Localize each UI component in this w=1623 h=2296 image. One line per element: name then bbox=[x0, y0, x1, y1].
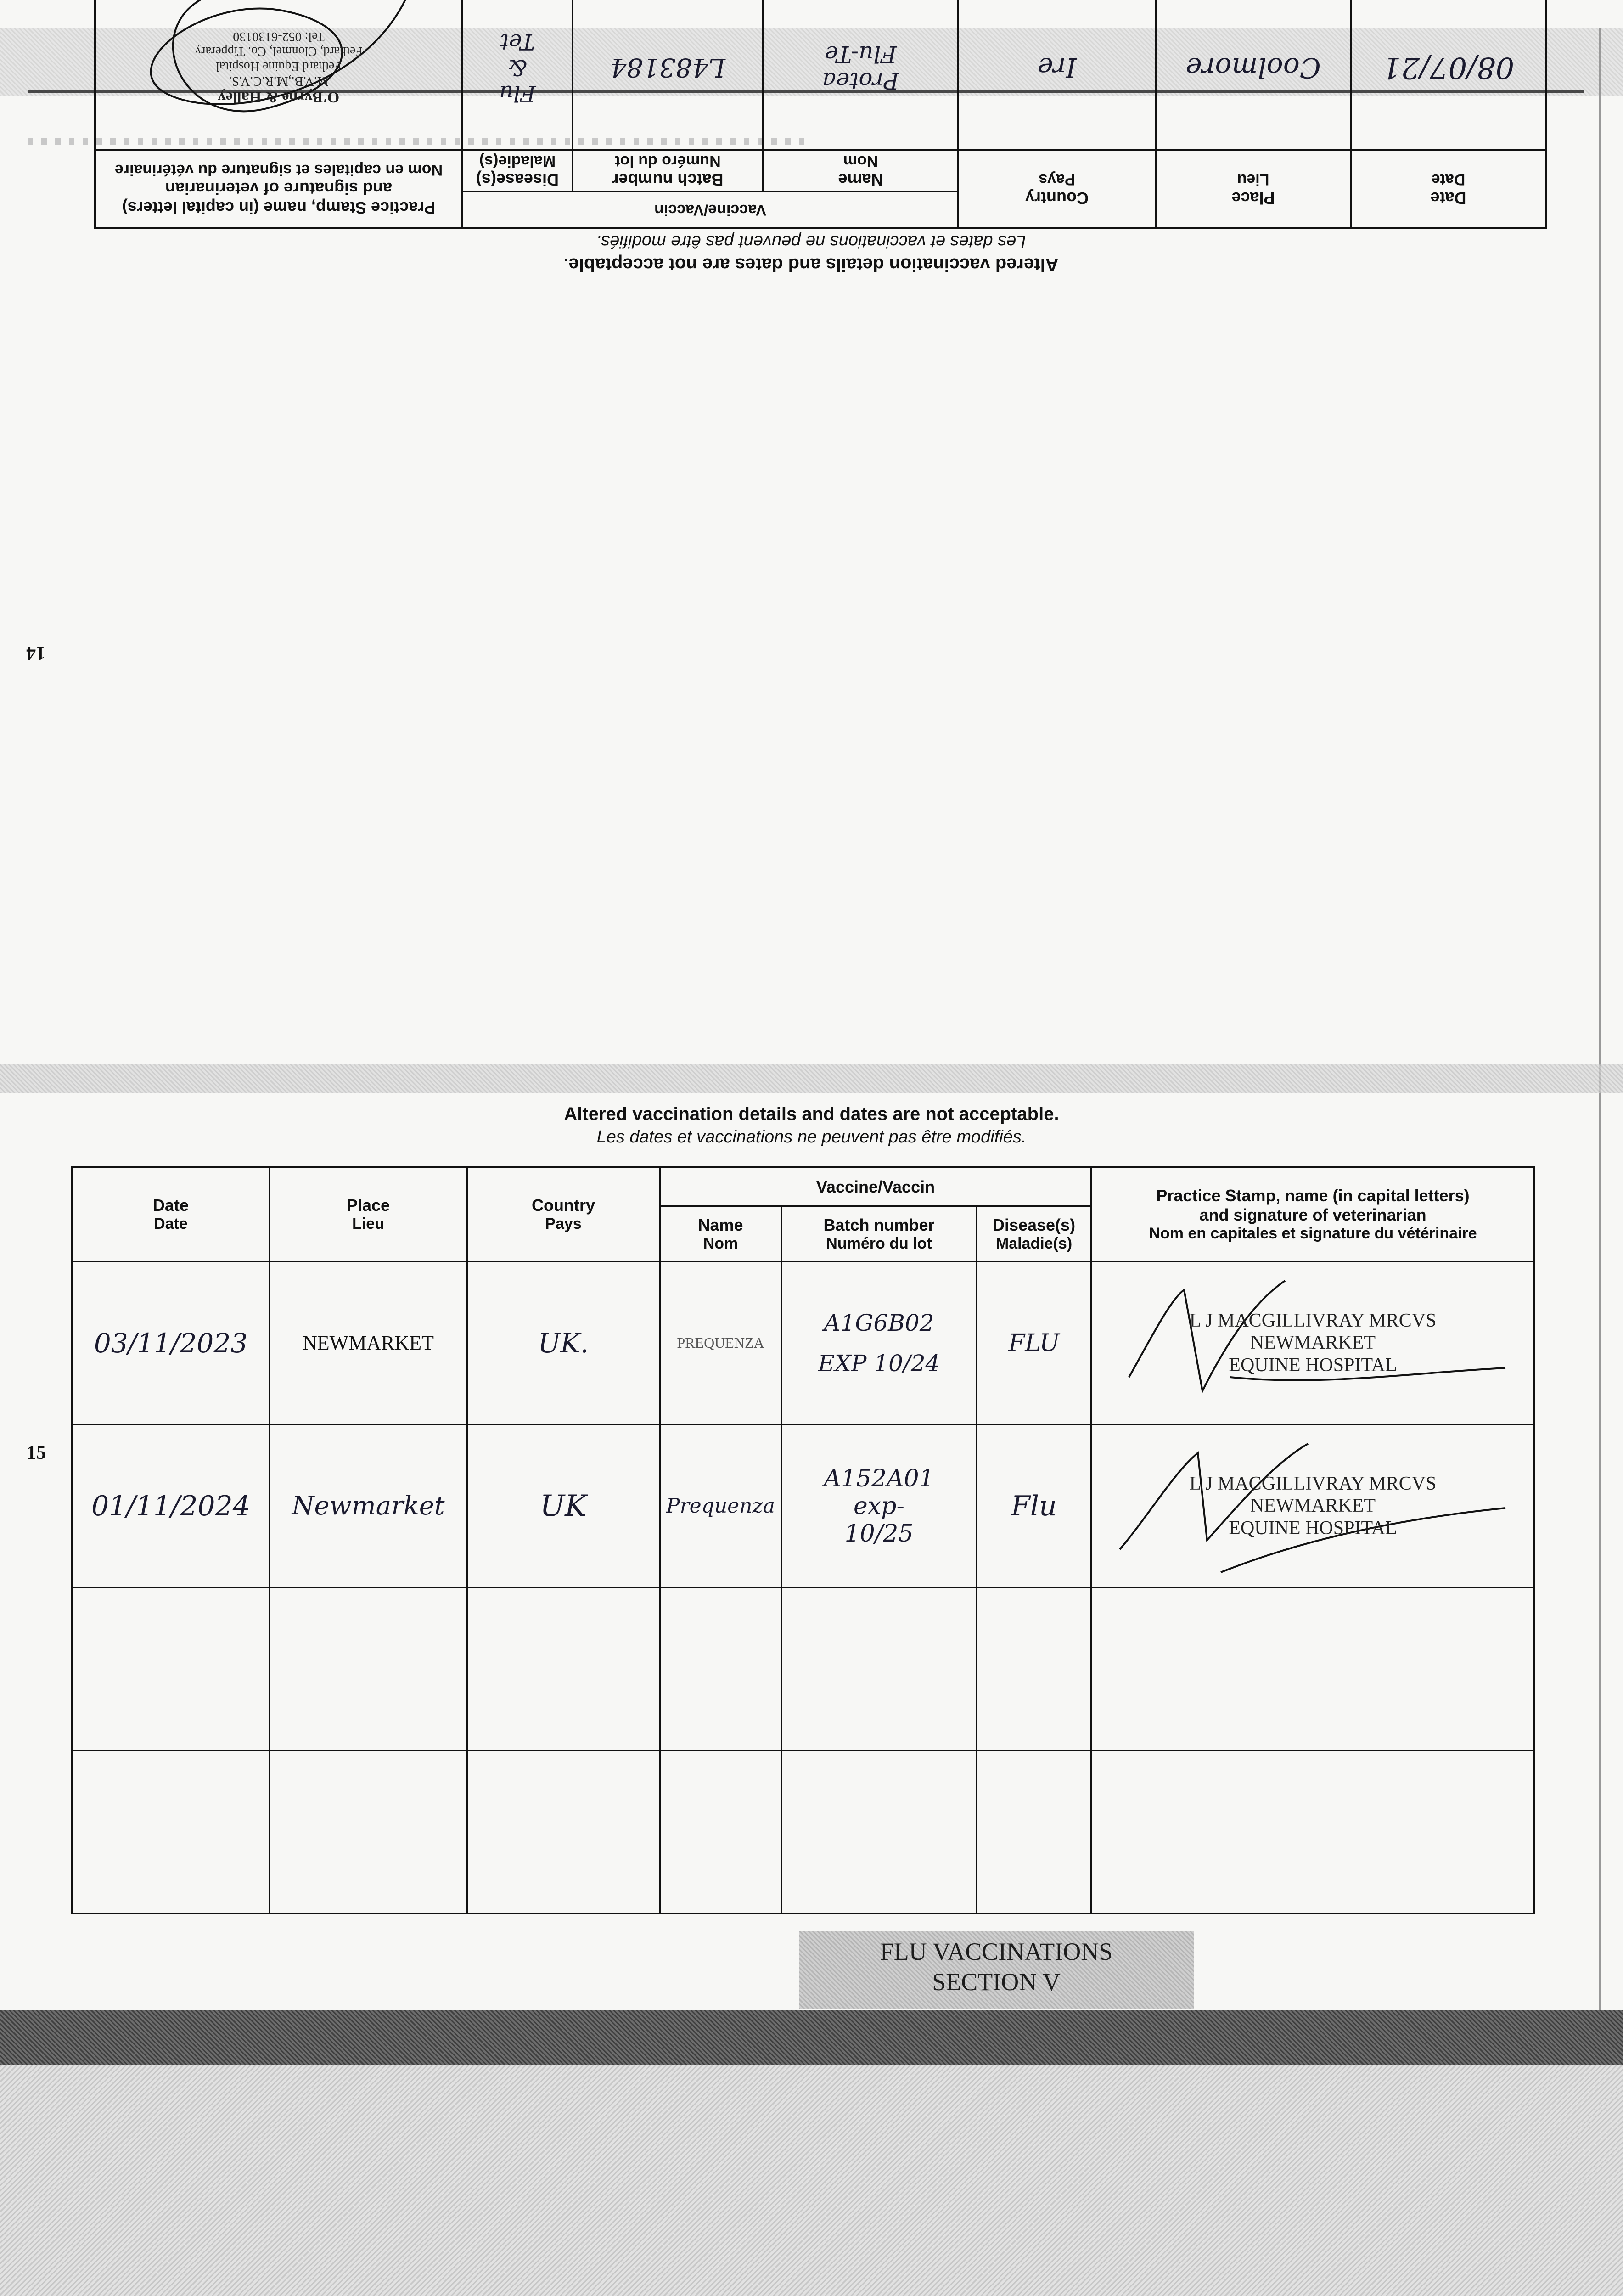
place-cell: NEWMARKET bbox=[270, 1261, 467, 1424]
notice-upside-down bbox=[0, 231, 1623, 275]
vaccination-table-page-14 bbox=[94, 0, 1547, 229]
date-cell: 03/11/2023 bbox=[72, 1261, 270, 1424]
table-row bbox=[72, 1261, 1534, 1424]
practice-stamp: O'Byrne & Halley M.V.B.,M.R.C.V.S. Fethard Equine Hospital Fethard, Clonmel, Co. Tipperary Tel: 052-6130130 bbox=[95, 0, 462, 150]
practice-stamp: L J MACGILLIVRAY MRCVS NEWMARKET EQUINE HOSPITAL bbox=[1091, 1424, 1534, 1587]
header-name: Name Nom bbox=[660, 1206, 781, 1261]
scan-gray-area bbox=[0, 2065, 1623, 2296]
section-label-title: FLU VACCINATIONS bbox=[880, 1938, 1113, 1965]
notice-fr: Les dates et vaccinations ne peuvent pas être modifiés. bbox=[596, 1127, 1027, 1147]
notice-fr: Les dates et vaccinations ne peuvent pas être modifiés. bbox=[596, 232, 1026, 251]
notice-en: Altered vaccination details and dates are not acceptable. bbox=[564, 1104, 1059, 1124]
header-country: Country Pays bbox=[958, 150, 1156, 228]
header-place: Place Lieu bbox=[270, 1167, 467, 1261]
name-cell: Prequenza bbox=[660, 1424, 781, 1587]
header-vaccine: Vaccine/Vaccin bbox=[660, 1167, 1091, 1206]
table-row-empty bbox=[72, 1750, 1534, 1913]
date-cell: 01/11/2024 bbox=[72, 1424, 270, 1587]
header-name: Name Nom bbox=[763, 150, 958, 191]
header-date: Date Date bbox=[72, 1167, 270, 1261]
table-row bbox=[72, 1424, 1534, 1587]
batch-cell: A152A01 exp- 10/25 bbox=[781, 1424, 977, 1587]
scan-shadow-bottom bbox=[0, 2010, 1623, 2065]
notice-en: Altered vaccination details and dates are not acceptable. bbox=[563, 254, 1059, 275]
disease-cell: FLU bbox=[977, 1261, 1091, 1424]
place-cell: Newmarket bbox=[270, 1424, 467, 1587]
header-country: Country Pays bbox=[467, 1167, 660, 1261]
notice-bottom bbox=[0, 1104, 1623, 1147]
header-stamp: Practice Stamp, name (in capital letters) and signature of veterinarian Nom en capitales et signature du vétérinaire bbox=[95, 150, 462, 228]
header-place: Place Lieu bbox=[1156, 150, 1351, 228]
table-row: 08/07/21 Coolmore Ire Protea Flu-Te L483184 Flu & Tet O'Byrne & Halley M.V.B.,M.R.C.V.S. Fethard Equine Hospital Fethard, Clonmel, Co. Tipperary Tel: 052-6130130 bbox=[95, 0, 1546, 150]
vaccination-table-page-15 bbox=[71, 1166, 1535, 1914]
page-number-14: 14 bbox=[26, 642, 45, 664]
header-vaccine: Vaccine/Vaccin bbox=[462, 191, 958, 228]
table-row-empty bbox=[72, 1587, 1534, 1750]
page-number-15: 15 bbox=[27, 1442, 46, 1463]
header-batch: Batch number Numéro du lot bbox=[781, 1206, 977, 1261]
section-label bbox=[799, 1931, 1194, 2009]
header-batch: Batch number Numéro du lot bbox=[573, 150, 763, 191]
disease-cell: Flu bbox=[977, 1424, 1091, 1587]
country-cell: UK bbox=[467, 1424, 660, 1587]
practice-stamp: L J MACGILLIVRAY MRCVS NEWMARKET EQUINE HOSPITAL bbox=[1091, 1261, 1534, 1424]
header-stamp: Practice Stamp, name (in capital letters) and signature of veterinarian Nom en capitales et signature du vétérinaire bbox=[1091, 1167, 1534, 1261]
batch-cell: A1G6B02 EXP 10/24 bbox=[781, 1261, 977, 1424]
country-cell: UK. bbox=[467, 1261, 660, 1424]
header-disease: Disease(s) Maladie(s) bbox=[977, 1206, 1091, 1261]
name-cell: PREQUENZA bbox=[660, 1261, 781, 1424]
header-disease: Disease(s) Maladie(s) bbox=[462, 150, 573, 191]
section-label-subtitle: SECTION V bbox=[932, 1968, 1061, 1996]
header-date: Date Date bbox=[1351, 150, 1546, 228]
